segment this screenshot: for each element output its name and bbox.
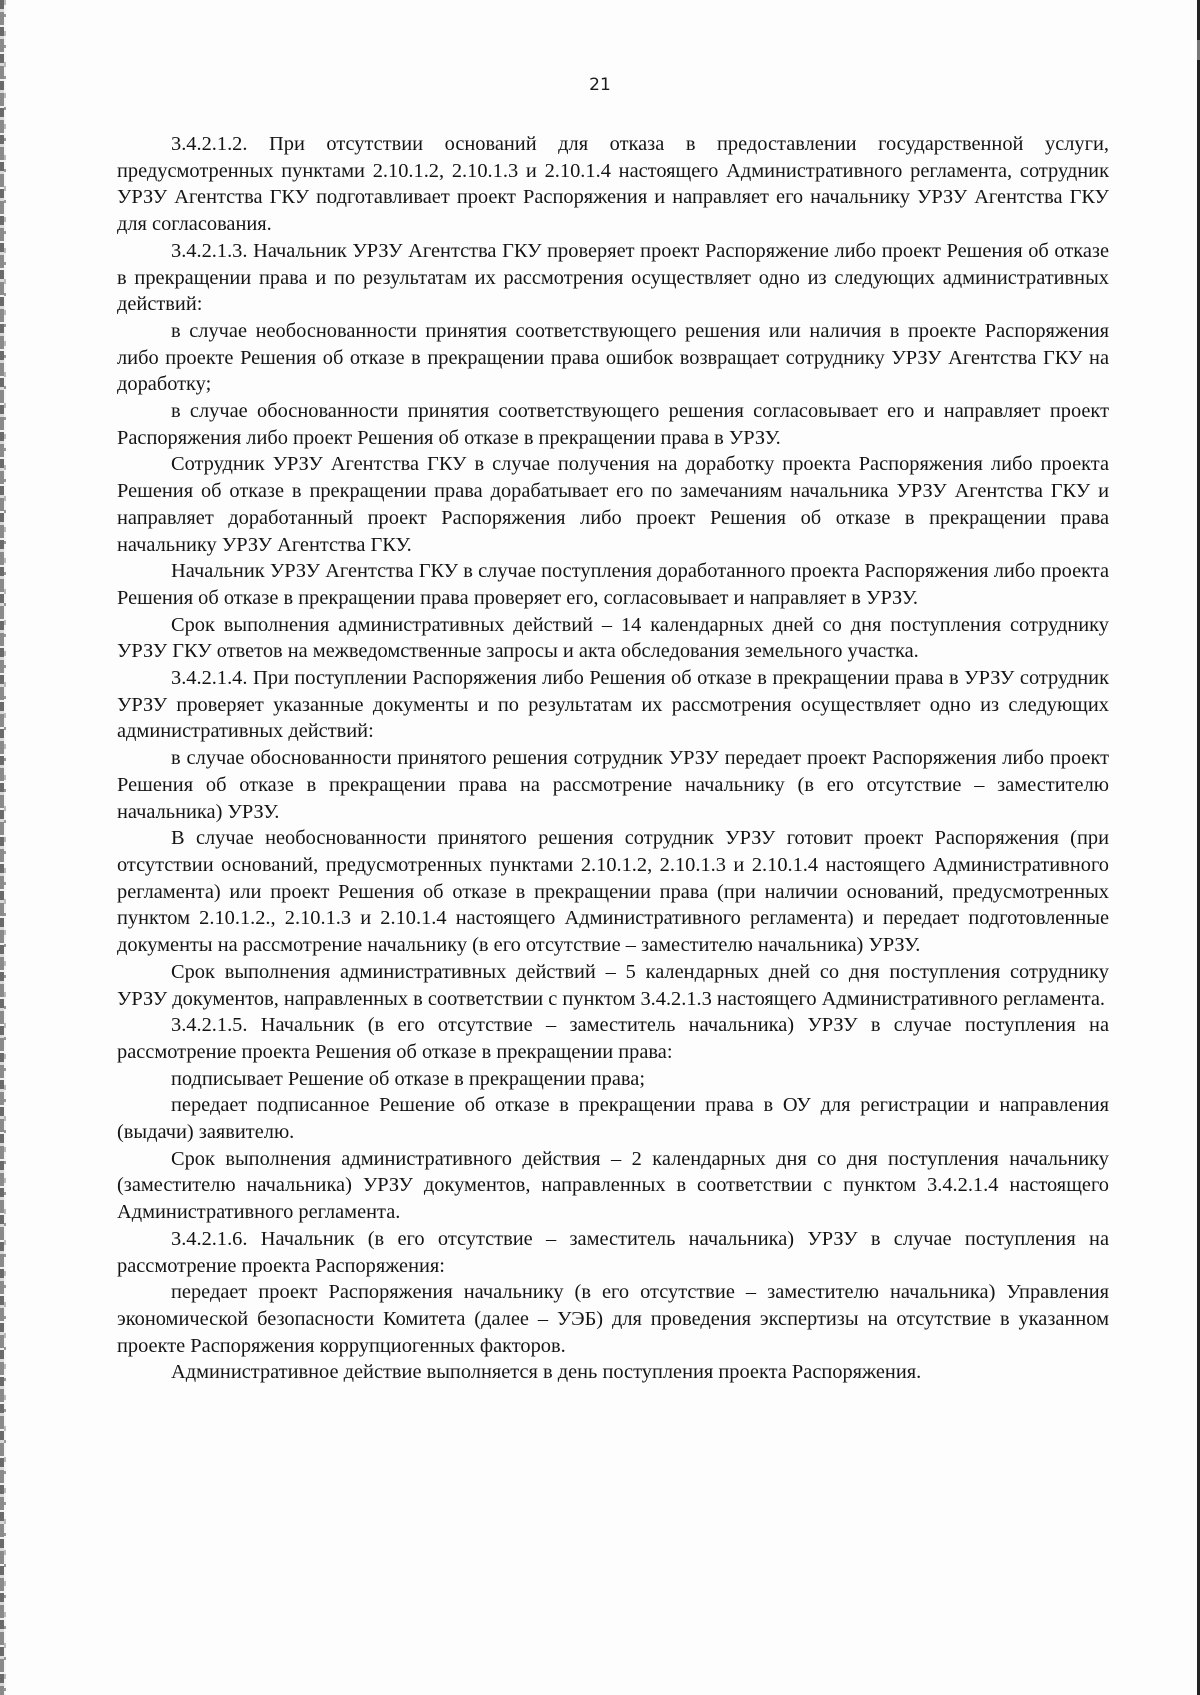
paragraph: Начальник УРЗУ Агентства ГКУ в случае поступления доработанного проекта Распоряжения либо проекта Решения об отказе в прекращении права проверяет его, согласовывает и направляет в УРЗУ. bbox=[117, 560, 1109, 609]
paragraph: Срок выполнения административных действий – 14 календарных дней со дня поступления сотруднику УРЗУ ГКУ ответов на межведомственные запросы и акта обследования земельного участка. bbox=[117, 613, 1109, 663]
paragraph: в случае необоснованности принятия соответствующего решения или наличия в проекте Распоряжения либо проекте Решения об отказе в прекращении права ошибок возвращает сотруднику УРЗУ Агентства ГКУ на доработку; bbox=[117, 319, 1109, 396]
paragraph: В случае необоснованности принятого решения сотрудник УРЗУ готовит проект Распоряжения (при отсутствии оснований, предусмотренных пунктами 2.10.1.2, 2.10.1.3 и 2.10.1.4 настоящего Административного регламента) или проект Решения об отказе в прекращении права (при наличии оснований, предусмотренных пунктом 2.10.1.2., 2.10.1.3 и 2.10.1.4 настоящего Административного регламента) и передает подготовленные документы на рассмотрение начальнику (в его отсутствие – заместителю начальника) УРЗУ. bbox=[117, 827, 1109, 957]
paragraph: 3.4.2.1.2. При отсутствии оснований для отказа в предоставлении государственной услуги, предусмотренных пунктами 2.10.1.2, 2.10.1.3 и 2.10.1.4 настоящего Административного регламента, сотрудник УРЗУ Агентства ГКУ подготавливает проект Распоряжения и направляет его начальнику УРЗУ Агентства ГКУ для согласования. bbox=[117, 133, 1109, 236]
paragraph: 3.4.2.1.5. Начальник (в его отсутствие – заместитель начальника) УРЗУ в случае поступления на рассмотрение проекта Решения об отказе в прекращении права: bbox=[117, 1014, 1109, 1063]
paragraph: 3.4.2.1.3. Начальник УРЗУ Агентства ГКУ проверяет проект Распоряжение либо проект Решения об отказе в прекращении права и по результатам их рассмотрения осуществляет одно из следующих административных действий: bbox=[117, 239, 1109, 316]
paragraph: Срок выполнения административного действия – 2 календарных дня со дня поступления начальнику (заместителю начальника) УРЗУ документов, направленных в соответствии с пунктом 3.4.2.1.4 настоящего Административного регламента. bbox=[117, 1147, 1109, 1224]
paragraph: в случае обоснованности принятия соответствующего решения согласовывает его и направляет проект Распоряжения либо проект Решения об отказе в прекращении права в УРЗУ. bbox=[117, 400, 1109, 449]
paragraph: Сотрудник УРЗУ Агентства ГКУ в случае получения на доработку проекта Распоряжения либо проекта Решения об отказе в прекращении права дорабатывает его по замечаниям начальника УРЗУ Агентства ГКУ и направляет доработанный проект Распоряжения либо проект Решения об отказе в прекращении права начальнику УРЗУ Агентства ГКУ. bbox=[117, 453, 1109, 556]
page-number: 21 bbox=[589, 75, 611, 95]
paragraph: передает подписанное Решение об отказе в прекращении права в ОУ для регистрации и направления (выдачи) заявителю. bbox=[117, 1094, 1109, 1144]
scan-edge-left-inner bbox=[4, 0, 6, 1695]
paragraph: передает проект Распоряжения начальнику (в его отсутствие – заместителю начальника) Управления экономической безопасности Комитета (далее – УЭБ) для проведения экспертизы на отсутствие в указанном проекте Распоряжения коррупциогенных факторов. bbox=[117, 1281, 1109, 1357]
paragraph: Срок выполнения административных действий – 5 календарных дней со дня поступления сотруднику УРЗУ документов, направленных в соответствии с пунктом 3.4.2.1.3 настоящего Административного регламента. bbox=[117, 960, 1109, 1010]
document-body bbox=[117, 131, 1109, 1386]
paragraph: в случае обоснованности принятого решения сотрудник УРЗУ передает проект Распоряжения либо проект Решения об отказе в прекращении права на рассмотрение начальнику (в его отсутствие – заместителю начальника) УРЗУ. bbox=[117, 747, 1109, 823]
paragraph: 3.4.2.1.6. Начальник (в его отсутствие – заместитель начальника) УРЗУ в случае поступления на рассмотрение проекта Распоряжения: bbox=[117, 1227, 1109, 1277]
paragraph: Административное действие выполняется в день поступления проекта Распоряжения. bbox=[171, 1361, 922, 1384]
paragraph: 3.4.2.1.4. При поступлении Распоряжения либо Решения об отказе в прекращении права в УРЗУ сотрудник УРЗУ проверяет указанные документы и по результатам их рассмотрения осуществляет одно из следующих административных действий: bbox=[117, 667, 1109, 743]
paragraph: подписывает Решение об отказе в прекращении права; bbox=[171, 1067, 645, 1090]
